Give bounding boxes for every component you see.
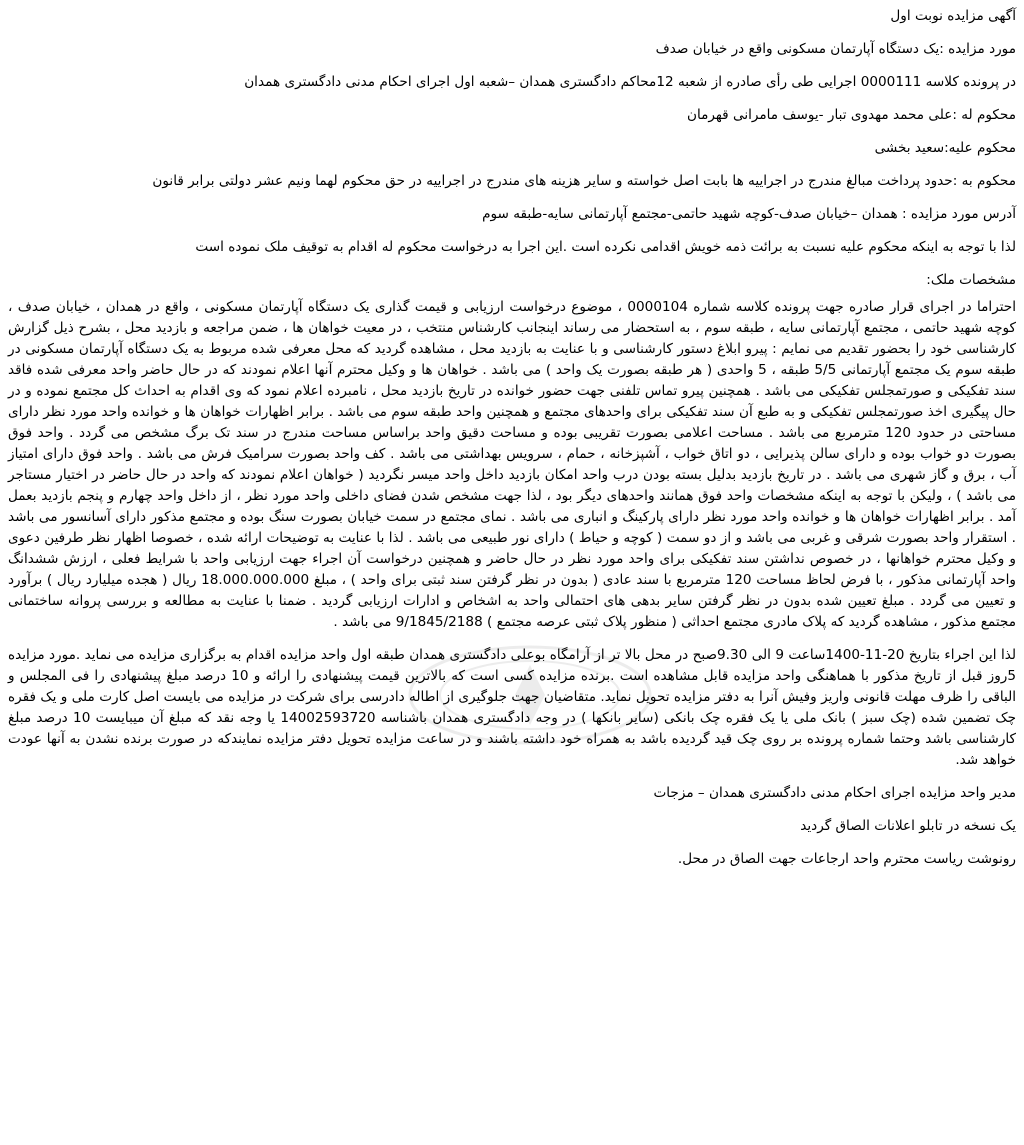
judgment-debtor: محکوم علیه:سعید بخشی <box>874 140 1016 156</box>
judgment-creditor: محکوم له :علی محمد مهدوی تبار -یوسف مامرانی قهرمان <box>687 107 1016 123</box>
notice-title: آگهی مزایده نوبت اول <box>890 8 1016 24</box>
specs-body: احتراما در اجرای قرار صادره جهت پرونده کلاسه شماره 0000104 ، موضوع درخواست ارزیابی و قیمت گذاری یک دستگاه آپارتمان مسکونی ، واقع در همدان ، خیابان صدف ، کوچه شهید حاتمی ، مجتمع آپارتمانی سایه ، طبقه سوم ، به استحضار می رساند اینجانب کارشناس منتخب ، در معیت خواهان ها ، ضمن مراجعه و بازدید محل ، بشرح ذیل گزارش کارشناسی خود را بحضور تقدیم می نمایم : پیرو ابلاغ دستور کارشناسی و با عنایت به بازدید محل ، مشاهده گردید که محل معرفی شده مربوط به یک دستگاه آپارتمان مسکونی در طبقه سوم یک مجتمع آپارتمانی 5/5 طبقه ، 5 واحدی ( هر طبقه بصورت یک واحد ) می باشد . خواهان ها و وکیل محترم آنها اعلام نمودند که در حال حاضر واحد معرفی شده فاقد سند تفکیکی و صورتمجلس تفکیکی می باشد . همچنین پیرو تماس تلفنی جهت حضور خوانده در تاریخ بازدید محل ، نامبرده اعلام نمود که وی اقدام به احداث کل مجتمع نموده و در حال پیگیری اخذ صورتمجلس تفکیکی و به طبع آن سند تفکیکی برای واحدهای مجتمع و همچنین واحد طبقه سوم می باشد . برابر اظهارات خواهان ها و خوانده واحد مورد نظر دارای مساحتی در حدود 120 مترمربع می باشد . مساحت اعلامی بصورت تقریبی بوده و مساحت دقیق واحد براساس مساحت مندرج در سند تک برگ مشخص می گردد . واحد فوق بصورت دو خواب بوده و دارای سالن پذیرایی ، دو اتاق خواب ، آشپزخانه ، حمام ، سرویس بهداشتی می باشد . کف واحد بصورت سرامیک فرش می باشد . واحد فوق دارای امتیاز آب ، برق و گاز شهری می باشد . در تاریخ بازدید بدلیل بسته بودن درب واحد امکان بازدید داخل واحد میسر نگردید ( خواهان اعلام نمودند که واحد در حال حاضر در اختیار مستاجر می باشد ) ، ولیکن با توجه به اینکه مشخصات واحد فوق همانند واحدهای دیگر بود ، لذا جهت مشخص شدن فضای داخلی واحد مورد نظر ، از داخل واحد چهارم و پنجم بازدید بعمل آمد . برابر اظهارات خواهان ها و خوانده واحد مورد نظر دارای پارکینگ و انباری می باشد . نمای مجتمع در سمت خیابان بصورت سنگ بوده و مجتمع مذکور دارای آسانسور می باشد . استقرار واحد بصورت شرقی و غربی می باشد و از دو سمت ( کوچه و حیاط ) دارای نور طبیعی می باشد . لذا با عنایت به توضیحات ارائه شده ، خصوصا اظهار نظر طرفین دعوی و وکیل محترم خواهانها ، در خصوص نداشتن سند تفکیکی برای واحد مورد نظر در حال حاضر و همچنین درخواست آن اجراء جهت ارزیابی واحد با شرایط فعلی ، ارزش ششدانگ واحد آپارتمانی مذکور ، با فرض لحاظ مساحت 120 مترمربع با سند عادی ( بدون در نظر گرفتن سند ثبتی برای واحد ) ، مبلغ 18.000.000.000 ریال ( هجده میلیارد ریال ) برآورد و تعیین می گردد . مبلغ تعیین شده بدون در نظر گرفتن سایر بدهی های احتمالی واحد به اشخاص و ادارات ارزیابی گردید . ضمنا با عنایت به مطالعه و بررسی پروانه ساختمانی مجتمع مذکور ، مشاهده گردید که پلاک مادری مجتمع احداثی ( منظور پلاک ثبتی عرصه مجتمع ) 9/1845/2188 می باشد . <box>8 299 1017 630</box>
signature-line: مدیر واحد مزایده اجرای احکام مدنی دادگستری همدان – مزجات <box>653 785 1016 801</box>
cc-note: رونوشت ریاست محترم واحد ارجاعات جهت الصاق در محل. <box>677 851 1016 867</box>
property-address: آدرس مورد مزایده : همدان –خیابان صدف-کوچه شهید حاتمی-مجتمع آپارتمانی سایه-طبقه سوم <box>482 206 1016 222</box>
auction-subject: مورد مزایده :یک دستگاه آپارتمان مسکونی واقع در خیابان صدف <box>655 41 1016 57</box>
auction-terms: لذا این اجراء بتاریخ 20-11-1400ساعت 9 الی 9.30صبح در محل بالا تر از آرامگاه بوعلی دادگستری همدان طبقه اول واحد مزایده اقدام به برگزاری مزایده می نماید .مورد مزایده 5روز قبل از تاریخ مذکور با هماهنگی واحد مزایده قابل مشاهده است .برنده مزایده کسی است که بالاترین قیمت پیشنهادی را ارائه و 10 درصد مبلغ پیشنهادی را فی المجلس و الباقی را ظرف مهلت قانونی واریز وفیش آنرا به دفتر مزایده تحویل نماید. متقاضیان جهت جلوگیری از اطاله دادرسی برای شرکت در مزایده می بایست اصل کارت ملی و یک فقره چک تضمین شده (چک سبز ) بانک ملی یا یک فقره چک بانکی (سایر بانکها ) در وجه دادگستری همدان باشناسه 14002593720 یا وجه نقد که مبلغ آن میبایست 10 درصد مبلغ کارشناسی باشد وحتما شماره پرونده بر روی چک قید گردیده باشد به همراه خود داشته باشند و در ساعت مزایده تحویل دفتر مزایده نمایندکه در صورت برنده نشدن به آنها عودت خواهد شد. <box>8 647 1017 768</box>
case-line: در پرونده کلاسه 0000111 اجرایی طی رأی صادره از شعبه 12محاکم دادگستری همدان –شعبه اول اجرای احکام مدنی دادگستری همدان <box>244 74 1016 90</box>
seizure-note: لذا با توجه به اینکه محکوم علیه نسبت به برائت ذمه خویش اقدامی نکرده است .این اجرا به درخواست محکوم له اقدام به توقیف ملک نموده است <box>195 239 1016 255</box>
copy-note: یک نسخه در تابلو اعلانات الصاق گردید <box>800 818 1016 834</box>
specs-heading: مشخصات ملک: <box>926 272 1016 288</box>
auction-notice-document <box>8 6 1016 882</box>
judgment-subject: محکوم به :حدود پرداخت مبالغ مندرج در اجراییه ها بابت اصل خواسته و سایر هزینه های مندرج در اجراییه در حق محکوم لهما ونیم عشر دولتی برابر قانون <box>152 173 1016 189</box>
